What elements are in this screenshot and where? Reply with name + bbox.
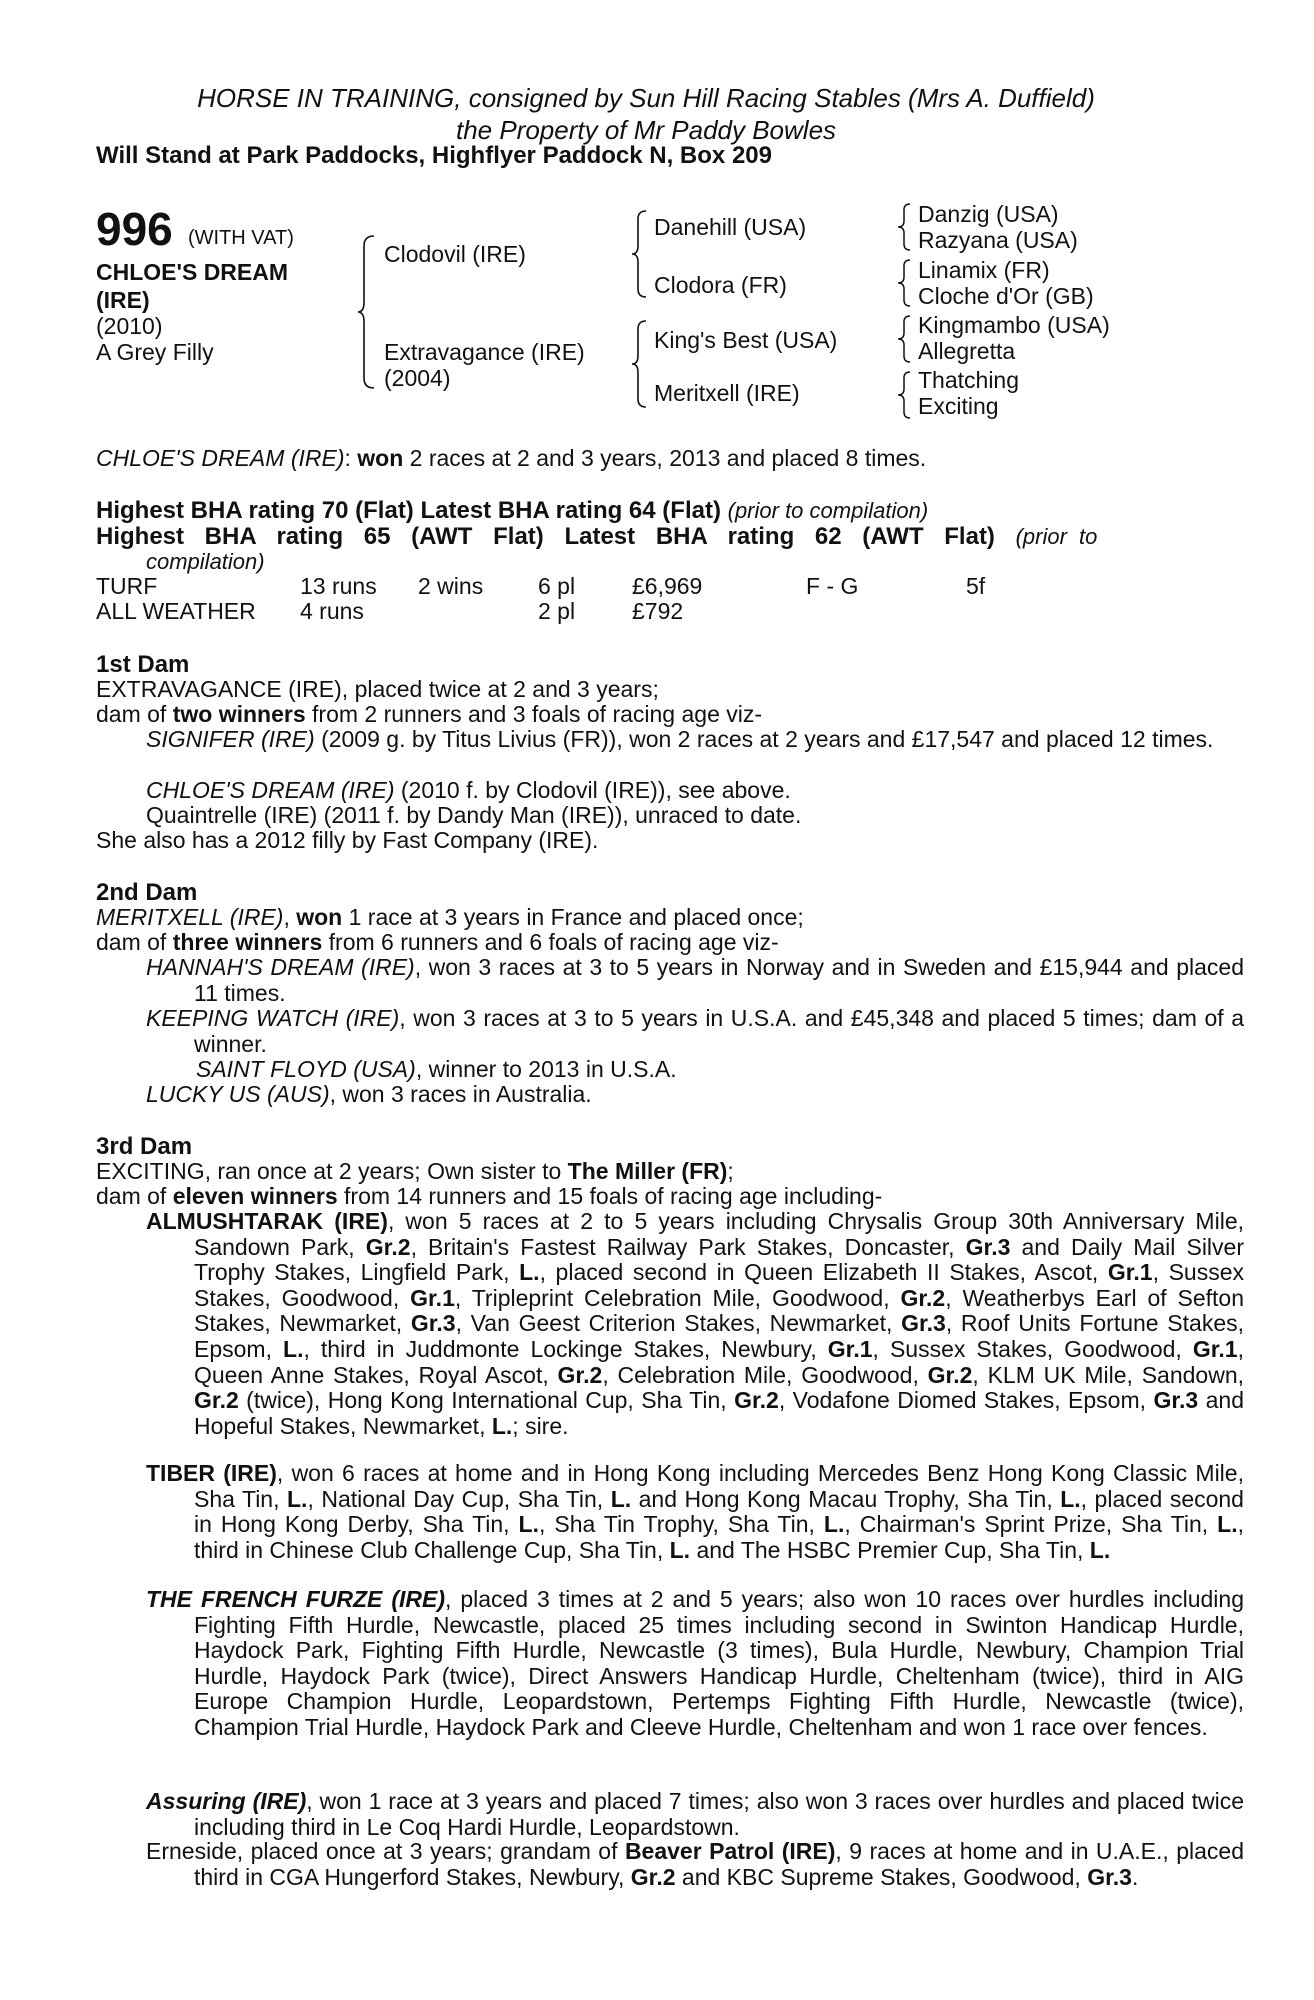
pedigree-brace-1 [356,232,380,392]
first-dam-heading: 1st Dam [96,651,190,678]
rating-line-2-cont: compilation) [146,549,265,574]
pedigree-g7: Thatching [918,367,1020,393]
text-run: , placed second in Queen Elizabeth II Stakes, Ascot, [539,1259,1108,1286]
pedigree-brace-4 [896,202,916,252]
text-run: Gr.2 [900,1284,946,1311]
text-run: , 9 races at home and in U.A.E., placed third in CGA Hungerford Stakes, Newbury, [194,1838,1244,1890]
first-dam-intro: EXTRAVAGANCE (IRE), placed twice at 2 and 3 years; [96,676,659,702]
produce-almushtarak [146,1209,1244,1439]
lot-number: 996 [96,203,173,255]
third-dam-intro: EXCITING, ran once at 2 years; Own sister to The Miller (FR); [96,1158,734,1184]
rating-line-1: Highest BHA rating 70 (Flat) Latest BHA rating 64 (Flat) (prior to compilation) [96,497,929,524]
text-run: Gr.2 [365,1233,411,1260]
second-dam-dam-of: dam of three winners from 6 runners and 6 foals of racing age viz- [96,929,779,955]
text-run: , Weatherbys Earl of Sefton Stakes, Newmarket, [194,1284,1245,1337]
aw-label: ALL WEATHER [96,598,256,624]
second-dam-intro: MERITXELL (IRE), won 1 race at 3 years in France and placed once; [96,904,804,930]
text-run: , Britain's Fastest Railway Park Stakes, Doncaster, [410,1233,966,1260]
page-subtitle: the Property of Mr Paddy Bowles [455,115,837,145]
text-run: , won 5 races at 2 to 5 years including Chrysalis Group 30th Anniversary Mile, Sandown Park, [194,1208,1244,1260]
text-run: Gr.3 [1153,1387,1199,1414]
text-run: , Van Geest Criterion Stakes, Newmarket, [455,1310,902,1337]
second-dam-grandproduce-1: SAINT FLOYD (USA), winner to 2013 in U.S.A. [196,1056,677,1082]
vat-note: (WITH VAT) [188,227,294,249]
second-dam-produce-3: LUCKY US (AUS), won 3 races in Australia. [146,1081,592,1107]
text-run: L. [1060,1485,1081,1512]
pedigree-dam-year: (2004) [384,365,451,391]
text-run: Gr.3 [410,1310,456,1337]
pedigree-brace-2 [630,208,652,300]
text-run: ALMUSHTARAK (IRE) [146,1208,388,1234]
text-run: Gr.3 [1087,1863,1132,1890]
text-run: Gr.3 [901,1310,946,1337]
aw-runs: 4 runs [300,598,364,624]
stand-location: Will Stand at Park Paddocks, Highflyer Paddock N, Box 209 [96,142,772,169]
pedigree-g6: Allegretta [918,338,1016,364]
text-run: (twice), Hong Kong International Cup, Sha Tin, [238,1387,735,1414]
produce-erneside [146,1839,1244,1890]
pedigree-g2: Razyana (USA) [918,227,1078,253]
text-run: L. [491,1412,513,1439]
turf-label: TURF [96,573,158,599]
text-run: and The HSBC Premier Cup, Sha Tin, [690,1536,1090,1563]
horse-name: CHLOE'S DREAM (IRE) [96,259,289,313]
pedigree-g3: Linamix (FR) [918,257,1050,283]
aw-placed: 2 pl [538,598,576,624]
text-run: L. [518,1511,539,1538]
text-run: and KBC Supreme Stakes, Goodwood, [675,1863,1088,1890]
text-run: L. [823,1511,845,1538]
pedigree-g1: Danzig (USA) [918,201,1059,227]
pedigree-dam-sire: King's Best (USA) [654,327,838,353]
summary-name: CHLOE'S DREAM (IRE) [96,445,345,471]
text-run: , placed 3 times at 2 and 5 years; also won 10 races over hurdles including Fighting Fifth Hurdle, Newcastle, placed 25 times including second in Swinton Handicap Hurdle, Haydock Park, Fighting Fifth Hurdle, Newcastle (3 times), Bula Hurdle, Newbury, Champion Trial Hurdle, Haydock Park (twice), Direct Answers Handicap Hurdle, Cheltenham (twice), third in AIG Europe Champion Hurdle, Leopardstown, Pertemps Fighting Fifth Hurdle, Newcastle (twice), Champion Trial Hurdle, Haydock Park and Cleeve Hurdle, Cheltenham and won 1 race over fences. [194,1586,1244,1740]
text-run: L. [1089,1536,1111,1563]
text-run: and Hopeful Stakes, Newmarket, [194,1387,1244,1439]
pedigree-brace-6 [896,314,916,364]
text-run: Erneside, placed once at 3 years; grandam of [146,1838,625,1864]
text-run: TIBER (IRE) [146,1460,277,1486]
page-title: HORSE IN TRAINING, consigned by Sun Hill Racing Stables (Mrs A. Duffield) [197,83,1095,113]
race-summary: CHLOE'S DREAM (IRE): won 2 races at 2 and 3 years, 2013 and placed 8 times. [96,445,927,471]
text-run: , won 1 race at 3 years and placed 7 times; also won 3 races over hurdles and placed twice including third in Le Coq Hardi Hurdle, Leopardstown. [194,1788,1244,1840]
text-run: L. [283,1335,304,1362]
pedigree-g4: Cloche d'Or (GB) [918,283,1094,309]
text-run: L. [610,1485,632,1512]
text-run: Beaver Patrol (IRE) [624,1838,836,1864]
turf-placed: 6 pl [538,573,576,599]
pedigree-sire: Clodovil (IRE) [384,241,526,267]
text-run: , third in Chinese Club Challenge Cup, Sha Tin, [194,1511,1244,1563]
text-run: L. [519,1259,540,1286]
produce-assuring [146,1789,1244,1840]
first-dam-produce-3: Quaintrelle (IRE) (2011 f. by Dandy Man (IRE)), unraced to date. [146,802,802,828]
first-dam-produce-1: SIGNIFER (IRE) (2009 g. by Titus Livius (FR)), won 2 races at 2 years and £17,547 and placed 12 times. [146,726,1214,752]
aw-prize: £792 [632,598,684,624]
horse-description: A Grey Filly [96,339,214,365]
pedigree-g8: Exciting [918,393,999,419]
summary-won: won [357,445,404,471]
text-run: Gr.2 [927,1361,973,1388]
text-run: , third in Juddmonte Lockinge Stakes, Newbury, [303,1335,828,1362]
pedigree-sire-dam: Clodora (FR) [654,272,787,298]
produce-french-furze [146,1587,1244,1741]
text-run: . [1131,1863,1139,1890]
text-run: , Celebration Mile, Goodwood, [602,1361,928,1388]
text-run: , Chairman's Sprint Prize, Sha Tin, [844,1511,1218,1538]
turf-wins: 2 wins [418,573,484,599]
text-run: L. [287,1485,308,1512]
produce-tiber [146,1461,1244,1563]
pedigree-dam-dam: Meritxell (IRE) [654,380,800,406]
second-dam-produce-2: KEEPING WATCH (IRE), won 3 races at 3 to 5 years in U.S.A. and £45,348 and placed 5 times; dam of a winner. [146,1005,1245,1057]
text-run: , Vodafone Diomed Stakes, Epsom, [778,1387,1154,1414]
pedigree-sire-sire: Danehill (USA) [654,214,807,240]
text-run: , KLM UK Mile, Sandown, [972,1361,1245,1388]
text-run: THE FRENCH FURZE (IRE) [146,1586,445,1612]
text-run: Gr.2 [194,1387,239,1414]
text-run: Gr.3 [965,1233,1011,1260]
text-run: , Sussex Stakes, Goodwood, [194,1259,1245,1311]
third-dam-dam-of: dam of eleven winners from 14 runners and 15 foals of racing age including- [96,1183,883,1209]
pedigree-brace-5 [896,258,916,308]
first-dam-dam-of: dam of two winners from 2 runners and 3 foals of racing age viz- [96,701,763,727]
foaling-year: (2010) [96,313,163,339]
text-run: Gr.1 [1107,1259,1153,1286]
text-run: Gr.1 [827,1335,873,1362]
text-run: , Sussex Stakes, Goodwood, [872,1335,1193,1362]
turf-runs: 13 runs [300,573,377,599]
pedigree-g5: Kingmambo (USA) [918,312,1110,338]
text-run: Gr.2 [630,1863,676,1890]
text-run: , won 6 races at home and in Hong Kong including Mercedes Benz Hong Kong Classic Mile, Sha Tin, [194,1460,1244,1512]
pedigree-brace-7 [896,370,916,420]
first-dam-also: She also has a 2012 filly by Fast Company (IRE). [96,827,599,853]
turf-prize: £6,969 [632,573,703,599]
text-run: , placed second in Hong Kong Derby, Sha Tin, [194,1485,1244,1538]
text-run: Gr.2 [734,1387,779,1414]
text-run: , National Day Cup, Sha Tin, [307,1485,611,1512]
text-run: , Roof Units Fortune Stakes, Epsom, [194,1310,1244,1362]
summary-text: 2 races at 2 and 3 years, 2013 and placed 8 times. [409,445,927,471]
text-run: L. [669,1536,691,1563]
text-run: , Sha Tin Trophy, Sha Tin, [539,1511,824,1538]
text-run: Gr.1 [1192,1335,1238,1362]
rating-line-2: Highest BHA rating 65 (AWT Flat) Latest BHA rating 62 (AWT Flat) (prior to [96,523,1098,550]
pedigree-dam: Extravagance (IRE) [384,339,585,365]
turf-distance: 5f [966,573,986,599]
text-run: and Daily Mail Silver Trophy Stakes, Lingfield Park, [194,1233,1244,1286]
text-run: ; sire. [512,1412,569,1439]
second-dam-produce-1: HANNAH'S DREAM (IRE), won 3 races at 3 to 5 years in Norway and in Sweden and £15,944 and placed 11 times. [146,954,1244,1006]
text-run: , Queen Anne Stakes, Royal Ascot, [194,1335,1244,1388]
third-dam-heading: 3rd Dam [96,1133,193,1160]
second-dam-heading: 2nd Dam [96,879,198,906]
text-run: Gr.2 [557,1361,603,1388]
pedigree-brace-3 [630,318,652,410]
text-run: and Hong Kong Macau Trophy, Sha Tin, [631,1485,1061,1512]
text-run: Gr.1 [410,1284,455,1311]
first-dam-produce-2: CHLOE'S DREAM (IRE) (2010 f. by Clodovil (IRE)), see above. [146,777,791,803]
text-run: Assuring (IRE) [146,1788,307,1814]
turf-going: F - G [806,573,859,599]
text-run: , Tripleprint Celebration Mile, Goodwood, [454,1284,901,1311]
text-run: L. [1217,1511,1238,1538]
